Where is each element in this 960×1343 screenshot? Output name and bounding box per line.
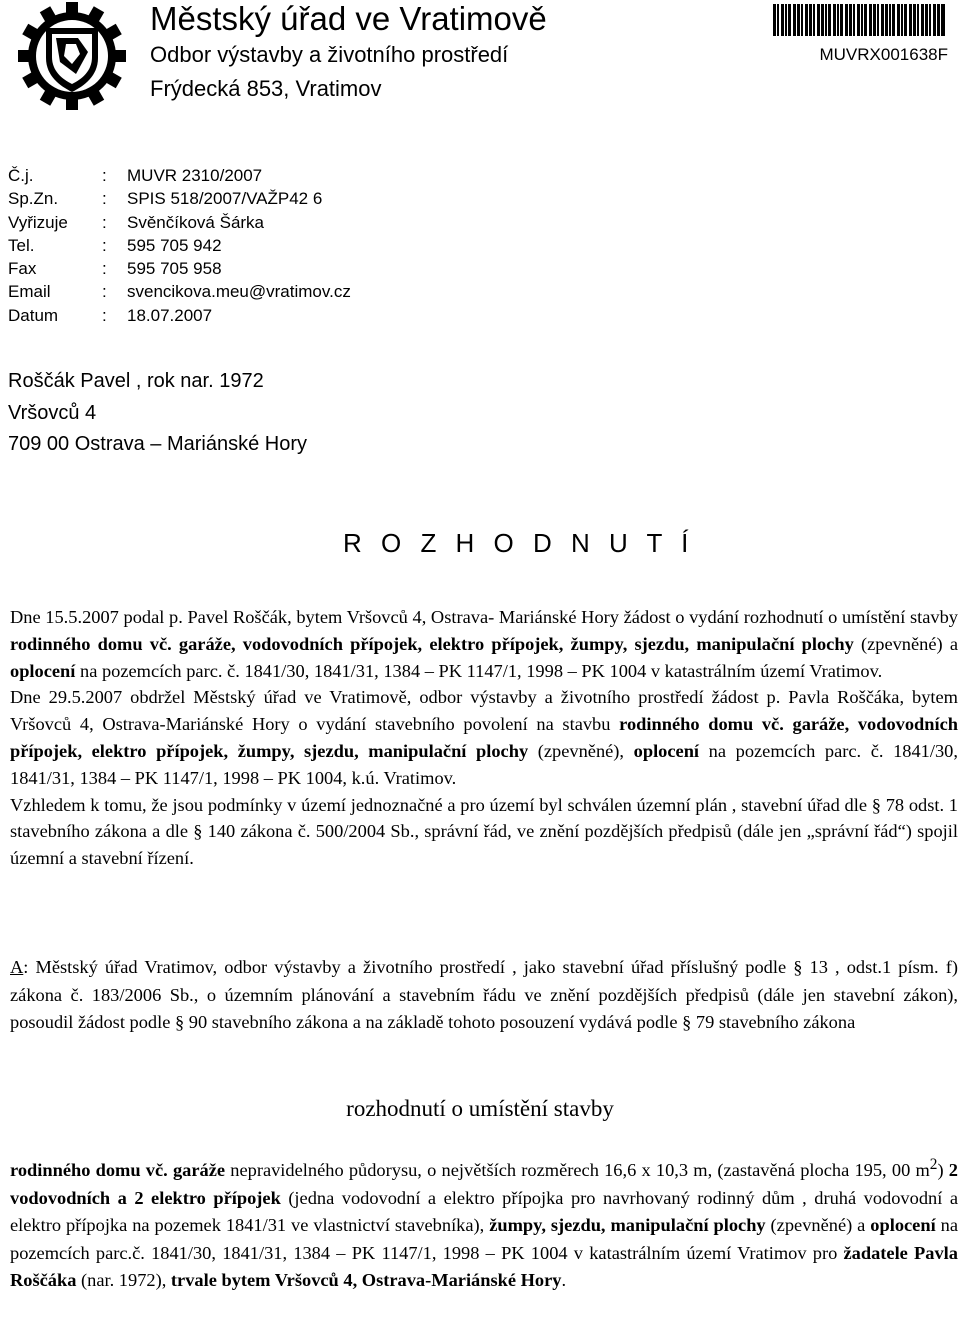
text-run: na pozemcích parc. č. 1841/30, 1841/31, 1384 – PK 1147/1, 1998 – PK 1004 v katastrálním území Vratimov. [75,660,883,681]
authority-paragraph [10,954,958,1037]
text-run: . [561,1270,567,1291]
reference-value: Svěnčíková Šárka [127,212,265,232]
text-run: (zpevněné) a [853,633,958,654]
text-run-bold: rodinného domu vč. garáže [10,1160,226,1181]
text-run: Dne 15.5.2007 podal p. Pavel Roščák, bytem Vršovců 4, Ostrava- Mariánské Hory žádost o vydání rozhodnutí o umístění stavby [10,607,958,627]
reference-label: Datum [8,305,59,325]
reference-label: Sp.Zn. [8,189,59,209]
decision-title: R O Z H O D N U T Í [343,528,695,558]
section-lead-letter: A [10,957,24,977]
text-run-bold: žadatele Pavla Roščáka [10,1242,958,1291]
municipal-emblem-icon [16,0,128,112]
reference-separator: : [102,212,107,232]
document-code: MUVRX001638F [819,45,948,64]
request-section [10,604,958,872]
reference-separator: : [102,166,107,185]
text-run: (zpevněné), [528,740,634,761]
text-run-bold: žumpy, sjezdu, manipulační plochy [489,1215,766,1236]
reference-value: 595 705 958 [127,259,222,279]
reference-value: 18.07.2007 [127,305,213,325]
superscript: 2 [929,1156,938,1173]
office-address: Frýdecká 853, Vratimov [150,76,382,101]
reference-label: Tel. [8,235,35,255]
reference-label: Vyřizuje [8,212,68,232]
text-run: na pozemcích parc.č. 1841/30, 1841/31, 1384 – PK 1147/1, 1998 – PK 1004 v katastrálním území Vratimov pro [10,1215,958,1263]
reference-value: MUVR 2310/2007 [127,166,263,185]
reference-separator: : [102,305,107,325]
recipient-line: Vršovců 4 [8,401,97,424]
text-run: (nar. 1972), [76,1270,171,1291]
section-heading: rozhodnutí o umístění stavby [346,1096,614,1121]
recipient-line: Roščák Pavel , rok nar. 1972 [8,370,264,392]
joining-paragraph: Vzhledem k tomu, že jsou podmínky v území jednoznačné a pro území byl schválen územní plán , stavební úřad dle § 78 odst. 1 stavebního zákona a dle § 140 zákona č. 500/2004 Sb., správní řád, ve znění pozdějších předpisů (dále jen „správní řád“) spojil územní a stavební řízení. [10,794,958,869]
reference-block [8,164,351,327]
reference-value: svencikova.meu@vratimov.cz [127,282,351,302]
barcode-icon [773,4,945,36]
text-run-bold: oplocení [870,1215,936,1236]
text-run: (jedna vodovodní a elektro přípojka pro navrhovaný rodinný dům , druhá vodovodní a elektro přípojka na pozemek 1841/31 ve vlastnictví stavebníka), [10,1187,958,1236]
text-run-bold: oplocení [633,740,700,761]
reference-row [8,280,351,303]
text-run-bold: oplocení [10,660,76,681]
recipient-address [8,366,307,461]
request-paragraph [10,604,958,684]
reference-row [8,257,351,280]
reference-row [8,164,351,187]
reference-separator: : [102,235,107,255]
reference-separator: : [102,189,107,209]
decision-section [10,1151,958,1295]
decision-paragraph [10,1151,958,1295]
reference-row [8,234,351,257]
reference-value: SPIS 518/2007/VAŽP42 6 [127,189,323,209]
reference-label: Email [8,282,51,302]
text-run-bold: trvale bytem Vršovců 4, Ostrava-Mariánské Hory [170,1270,562,1291]
reference-row [8,304,351,327]
reference-row [8,211,351,234]
text-run: nepravidelného půdorysu, o největších rozměrech 16,6 x 10,3 m, (zastavěná plocha 195, 00 m [225,1160,930,1181]
authority-section [10,954,958,1037]
text-run-bold: 2 vodovodních a 2 elektro přípojek [10,1160,958,1208]
office-name: Městský úřad ve Vratimově [150,0,547,37]
recipient-line: 709 00 Ostrava – Mariánské Hory [8,433,308,455]
reference-separator: : [102,259,107,279]
reference-value: 595 705 942 [127,235,222,255]
text-run-bold: rodinného domu vč. garáže, vodovodních přípojek, elektro přípojek, žumpy, sjezdu, manipulační plochy [10,714,958,761]
reference-label: Č.j. [8,166,34,185]
receipt-paragraph [10,684,958,791]
department-name: Odbor výstavby a životního prostředí [150,42,509,67]
text-run: : Městský úřad Vratimov, odbor výstavby a životního prostředí , jako stavební úřad příslušný podle § 13 , odst.1 písm. f) zákona č. 183/2006 Sb., o územním plánování a stavebním řádu ve znění pozdějších předpisů (dále jen stavební zákon), posoudil žádost podle § 90 stavebního zákona a na základě tohoto posouzení vydává podle § 79 stavebního zákona [10,957,958,1033]
text-run: Dne 29.5.2007 obdržel Městský úřad ve Vratimově, odbor výstavby a životního prostředí žádost p. Pavla Roščáka, bytem Vršovců 4, Ostrava-Mariánské Hory o vydání stavebního povolení na stavbu [10,687,958,735]
reference-label: Fax [8,259,37,279]
text-run: na pozemcích parc. č. 1841/30, 1841/31, 1384 – PK 1147/1, 1998 – PK 1004, k.ú. Vratimov. [10,740,958,788]
text-run: ) [937,1160,949,1181]
reference-separator: : [102,282,107,302]
text-run: (zpevněné) a [765,1215,871,1236]
text-run-bold: rodinného domu vč. garáže, vodovodních přípojek, elektro přípojek, žumpy, sjezdu, manipulační plochy [10,633,854,654]
reference-row [8,187,351,210]
